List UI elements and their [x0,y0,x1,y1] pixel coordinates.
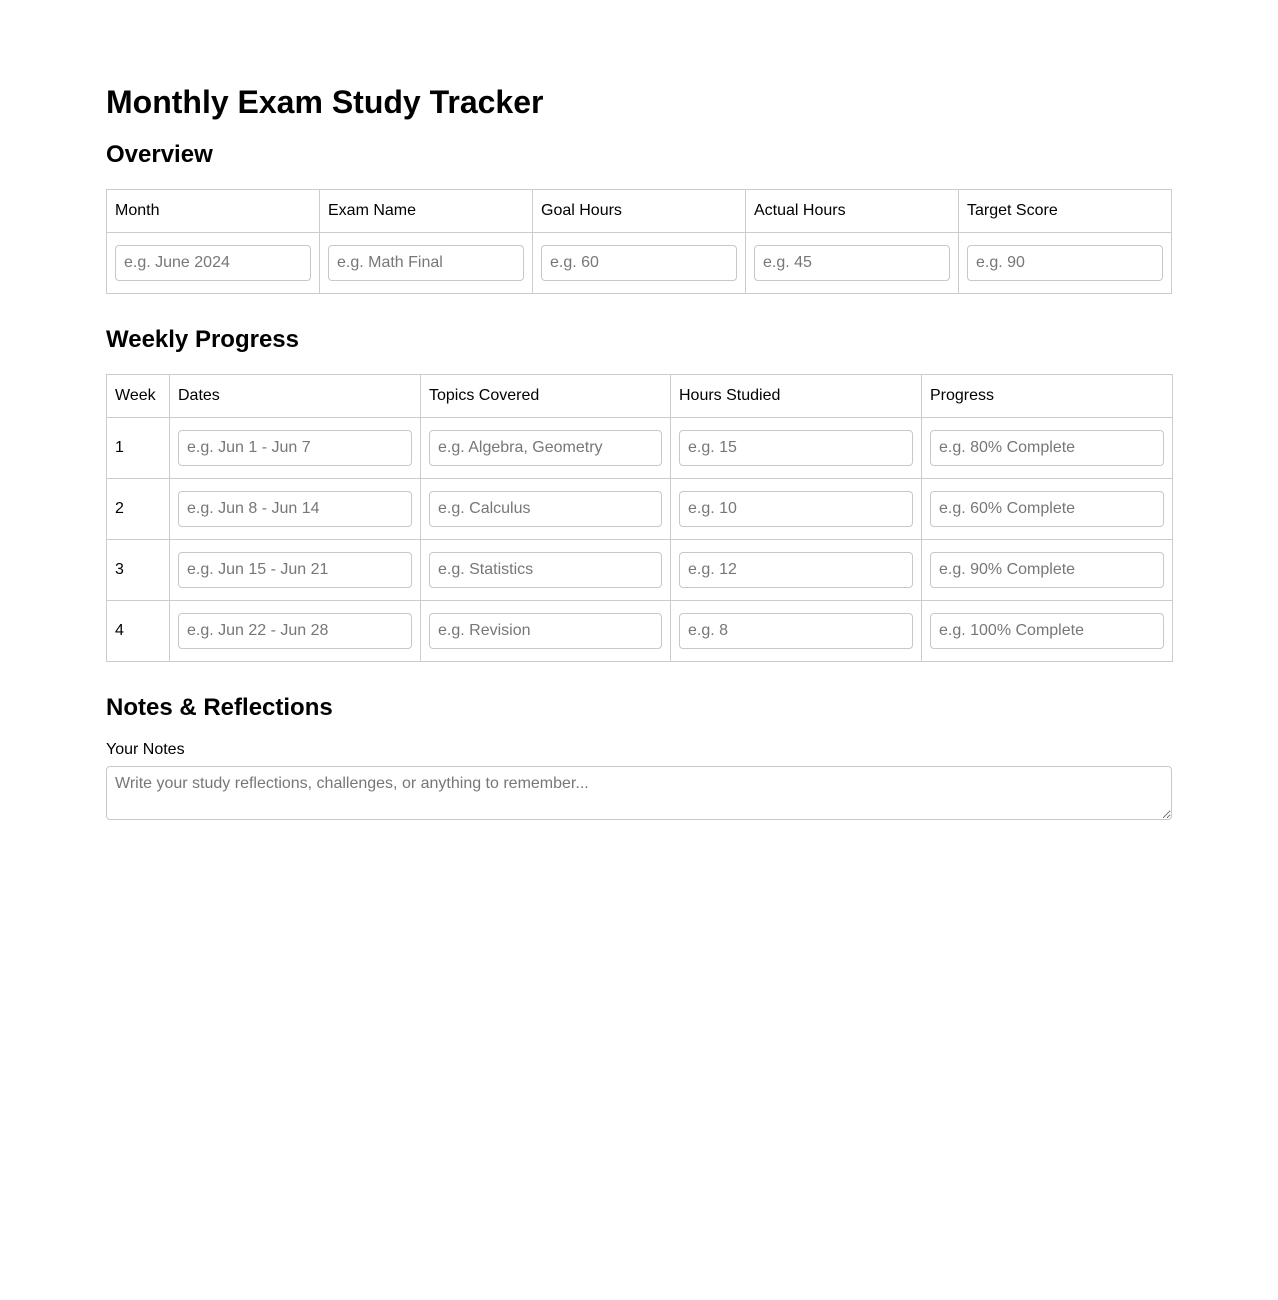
hours-input[interactable] [679,552,913,588]
page-title: Monthly Exam Study Tracker [106,84,544,120]
column-header-topics-covered: Topics Covered [421,375,671,418]
hours-input[interactable] [679,430,913,466]
week-number: 3 [107,540,170,601]
table-cell [421,418,671,479]
dates-input[interactable] [178,430,412,466]
table-cell [421,479,671,540]
table-cell [922,479,1173,540]
notes-label: Your Notes [106,741,185,758]
progress-input[interactable] [930,491,1164,527]
table-cell [746,233,959,294]
week-number: 1 [107,418,170,479]
table-row [107,418,1173,479]
table-row [107,479,1173,540]
overview-header-row [107,190,1172,233]
weekly-progress-table [106,374,1173,662]
weekly-header-row [107,375,1173,418]
table-cell [922,418,1173,479]
table-cell [671,418,922,479]
column-header-week: Week [107,375,170,418]
table-cell [170,601,421,662]
column-header-progress: Progress [922,375,1173,418]
topics-input[interactable] [429,430,662,466]
table-cell [671,601,922,662]
topics-input[interactable] [429,491,662,527]
column-header-dates: Dates [170,375,421,418]
notes-textarea[interactable] [106,766,1172,820]
overview-input-row [107,233,1172,294]
table-cell [320,233,533,294]
goal-hours-input[interactable] [541,245,737,281]
topics-input[interactable] [429,552,662,588]
table-cell [421,540,671,601]
table-cell [533,233,746,294]
table-cell [671,540,922,601]
progress-input[interactable] [930,430,1164,466]
dates-input[interactable] [178,613,412,649]
overview-heading: Overview [106,141,213,168]
month-input[interactable] [115,245,311,281]
notes-heading: Notes & Reflections [106,694,333,721]
table-cell [421,601,671,662]
table-cell [170,418,421,479]
table-cell [922,540,1173,601]
table-cell [170,540,421,601]
table-cell [922,601,1173,662]
column-header-exam-name: Exam Name [320,190,533,233]
progress-input[interactable] [930,613,1164,649]
hours-input[interactable] [679,491,913,527]
dates-input[interactable] [178,552,412,588]
column-header-target-score: Target Score [959,190,1172,233]
week-number: 4 [107,601,170,662]
column-header-actual-hours: Actual Hours [746,190,959,233]
table-cell [107,233,320,294]
column-header-hours-studied: Hours Studied [671,375,922,418]
table-cell [671,479,922,540]
topics-input[interactable] [429,613,662,649]
table-cell [959,233,1172,294]
target-score-input[interactable] [967,245,1163,281]
column-header-month: Month [107,190,320,233]
table-row [107,601,1173,662]
weekly-progress-heading: Weekly Progress [106,326,299,353]
actual-hours-input[interactable] [754,245,950,281]
overview-table [106,189,1172,294]
table-row [107,540,1173,601]
table-cell [170,479,421,540]
progress-input[interactable] [930,552,1164,588]
column-header-goal-hours: Goal Hours [533,190,746,233]
week-number: 2 [107,479,170,540]
hours-input[interactable] [679,613,913,649]
dates-input[interactable] [178,491,412,527]
exam-name-input[interactable] [328,245,524,281]
